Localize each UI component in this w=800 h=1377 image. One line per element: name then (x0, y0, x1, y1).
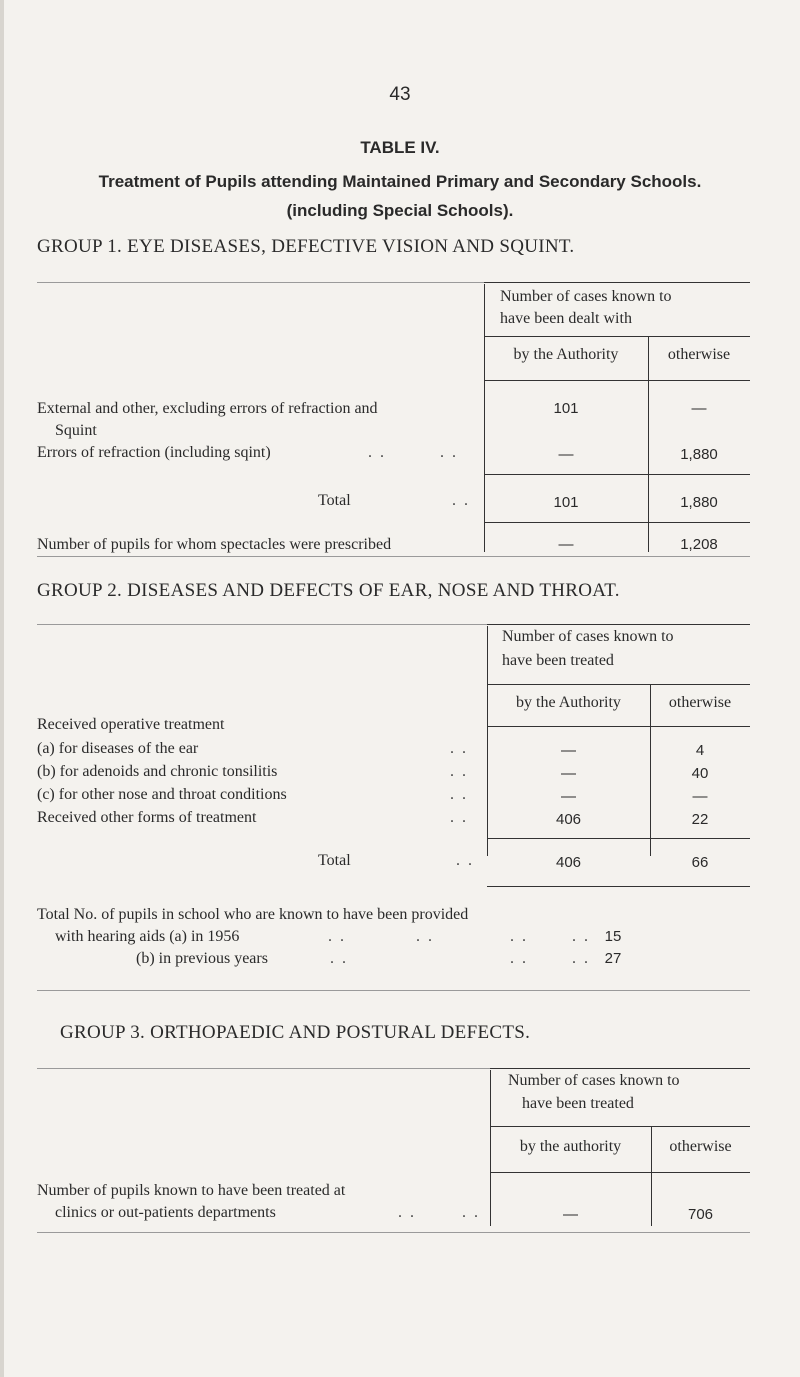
group1-col-authority: by the Authority (513, 346, 619, 363)
group2-header-rule (487, 684, 750, 685)
table-title: TABLE IV. (360, 138, 440, 157)
group1-spectacles-authority: — (558, 536, 574, 553)
group2-title: GROUP 2. DISEASES AND DEFECTS OF EAR, NOSE AND THROAT. (37, 580, 620, 601)
group1-divider-main (484, 284, 485, 552)
group2-row-c-authority: — (561, 788, 576, 805)
group3-col-header-line1: Number of cases known to (508, 1072, 680, 1089)
group1-bottom-rule (37, 556, 750, 557)
dot-leader: . . (328, 928, 346, 945)
group1-subheader-rule (484, 380, 750, 381)
group2-top-rule-left (37, 624, 487, 625)
group2-total-bottom-rule (487, 886, 750, 887)
group2-row-other-label: Received other forms of treatment (37, 809, 257, 826)
group2-top-rule-right (487, 624, 750, 625)
group1-row1-label-line1: External and other, excluding errors of refraction and (37, 400, 378, 417)
page-number: 43 (389, 84, 411, 105)
group2-col-header-line1: Number of cases known to (502, 628, 674, 645)
group2-row-b-label: (b) for adenoids and chronic tonsilitis (37, 763, 278, 780)
table-subheading: (including Special Schools). (286, 201, 514, 220)
hearing-b-label: (b) in previous years (136, 950, 268, 967)
hearing-a-value: 15 (604, 928, 622, 945)
group1-col-header-line1: Number of cases known to (500, 288, 672, 305)
group2-row-a-label: (a) for diseases of the ear (37, 740, 199, 757)
table-heading: Treatment of Pupils attending Maintained Primary and Secondary Schools. (98, 172, 702, 191)
group2-row-c-label: (c) for other nose and throat conditions (37, 786, 287, 803)
group1-total-authority: 101 (553, 494, 579, 511)
group3-col-otherwise: otherwise (669, 1138, 732, 1155)
dot-leader: . . (572, 928, 590, 945)
group1-col-header-line2: have been dealt with (500, 310, 632, 327)
group2-bottom-rule (37, 990, 750, 991)
dot-leader: . . (398, 1204, 416, 1221)
group2-total-rule (487, 838, 750, 839)
group1-header-rule (484, 336, 750, 337)
group3-top-rule-right (490, 1068, 750, 1069)
group2-row-b-otherwise: 40 (691, 765, 709, 782)
group1-row1-authority: 101 (553, 400, 579, 417)
group2-col-otherwise: otherwise (668, 694, 732, 711)
dot-leader: . . (462, 1204, 480, 1221)
dot-leader: . . (510, 950, 528, 967)
group2-total-otherwise: 66 (691, 854, 709, 871)
group2-col-authority: by the Authority (516, 694, 621, 711)
group2-row-c-otherwise: — (692, 788, 708, 805)
group1-top-rule-left (37, 282, 484, 283)
group3-title: GROUP 3. ORTHOPAEDIC AND POSTURAL DEFECTS. (60, 1022, 531, 1043)
group3-top-rule-left (37, 1068, 490, 1069)
group2-subheader-rule (487, 726, 750, 727)
hearing-b-value: 27 (604, 950, 622, 967)
dot-leader: . . (416, 928, 434, 945)
dot-leader: . . (330, 950, 348, 967)
group1-row2-authority: — (558, 446, 574, 463)
group1-col-otherwise: otherwise (667, 346, 731, 363)
dot-leader: . . (510, 928, 528, 945)
group2-row-a-otherwise: 4 (695, 742, 705, 759)
group1-total-rule (484, 474, 750, 475)
group1-spectacles-label: Number of pupils for whom spectacles were prescribed (37, 536, 392, 553)
group3-col-authority: by the authority (519, 1138, 622, 1155)
group2-section-label: Received operative treatment (37, 716, 225, 733)
group2-total-label: Total (318, 852, 351, 869)
dot-leader: . . (572, 950, 590, 967)
group2-row-other-otherwise: 22 (691, 811, 709, 828)
group1-total-label: Total (318, 492, 351, 509)
group1-divider-cols (648, 336, 649, 552)
group3-otherwise: 706 (687, 1206, 714, 1223)
dot-leader: . . (452, 492, 470, 509)
group1-row2-label: Errors of refraction (including sqint) (37, 444, 271, 461)
group2-col-header-line2: have been treated (502, 652, 614, 669)
group1-total-otherwise: 1,880 (680, 494, 718, 511)
group2-total-authority: 406 (555, 854, 582, 871)
group1-title: GROUP 1. EYE DISEASES, DEFECTIVE VISION AND SQUINT. (37, 236, 575, 257)
group1-spectacles-otherwise: 1,208 (680, 536, 718, 553)
group1-spectacles-rule (484, 522, 750, 523)
group3-col-header-line2: have been treated (522, 1095, 634, 1112)
group3-header-rule (490, 1126, 750, 1127)
hearing-a-label: with hearing aids (a) in 1956 (55, 928, 240, 945)
group2-row-a-authority: — (561, 742, 576, 759)
dot-leader: . . (450, 740, 468, 757)
group3-bottom-rule (37, 1232, 750, 1233)
group1-row1-label-line2: Squint (55, 422, 97, 439)
group3-row-label-line1: Number of pupils known to have been treated at (37, 1182, 346, 1199)
group2-row-b-authority: — (561, 765, 576, 782)
group1-top-rule-right (484, 282, 750, 283)
group3-authority: — (563, 1206, 578, 1223)
group1-row1-otherwise: — (691, 400, 707, 417)
group3-row-label-line2: clinics or out-patients departments (55, 1204, 276, 1221)
dot-leader: . . (368, 444, 386, 461)
dot-leader: . . (450, 809, 468, 826)
dot-leader: . . (450, 763, 468, 780)
group2-row-other-authority: 406 (555, 811, 582, 828)
group1-row2-otherwise: 1,880 (680, 446, 718, 463)
dot-leader: . . (450, 786, 468, 803)
dot-leader: . . (440, 444, 458, 461)
group3-subheader-rule (490, 1172, 750, 1173)
hearing-line1: Total No. of pupils in school who are known to have been provided (37, 906, 469, 923)
dot-leader: . . (456, 852, 474, 869)
